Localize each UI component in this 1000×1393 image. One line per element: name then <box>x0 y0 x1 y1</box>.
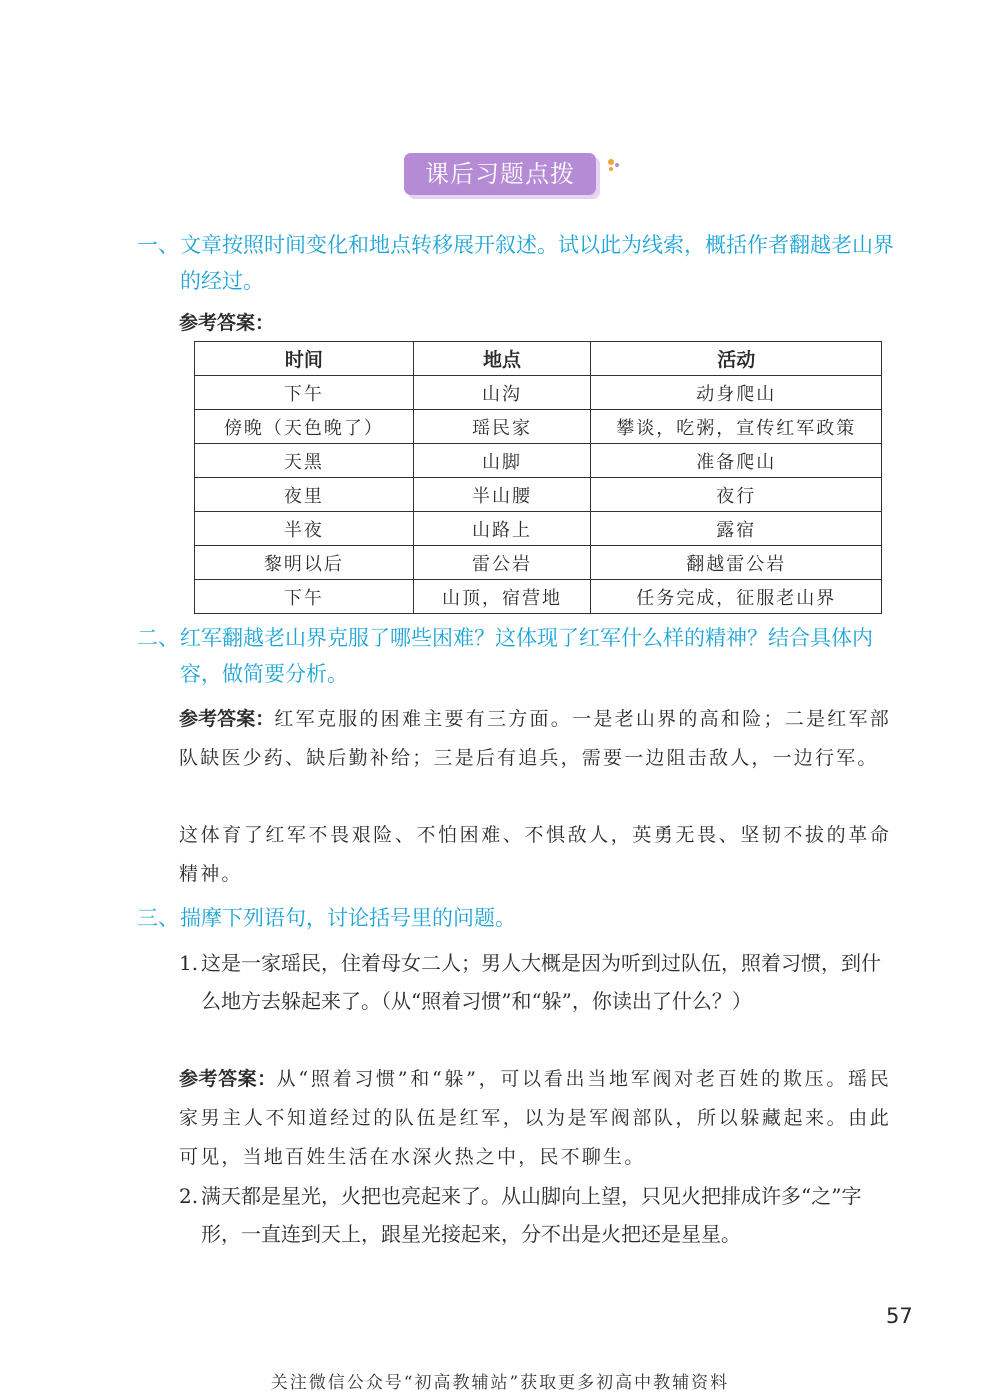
answer-3-1 <box>179 1060 891 1177</box>
answer-2-label: 参考答案： <box>179 708 275 730</box>
table-cell: 动身爬山 <box>591 376 882 410</box>
question-2-text: 红军翻越老山界克服了哪些困难？这体现了红军什么样的精神？结合具体内容，做简要分析。 <box>180 626 873 686</box>
table-cell: 天黑 <box>195 444 414 478</box>
item-2-text: 满天都是星光，火把也亮起来了。从山脚向上望，只见火把排成许多“之”字形，一直连到天上，跟星光接起来，分不出是火把还是星星。 <box>201 1184 862 1246</box>
item-1-text: 这是一家瑶民，住着母女二人；男人大概是因为听到过队伍，照着习惯，到什么地方去躲起来了。（从“照着习惯”和“躲”，你读出了什么？） <box>201 951 881 1013</box>
answer-2-text-2: 这体育了红军不畏艰险、不怕困难、不惧敌人，英勇无畏、坚韧不拔的革命精神。 <box>179 824 891 885</box>
table-cell: 雷公岩 <box>413 546 591 580</box>
decorative-dots-icon <box>602 155 622 175</box>
table-row <box>195 410 882 444</box>
section-title: 课后习题点拨 <box>404 153 596 195</box>
answer-3-1-text: 从“照着习惯”和“躲”，可以看出当地军阀对老百姓的欺压。瑶民家男主人不知道经过的队伍是红军，以为是军阀部队，所以躲藏起来。由此可见，当地百姓生活在水深火热之中，民不聊生。 <box>179 1068 891 1168</box>
question-3 <box>137 900 897 936</box>
table-cell: 山路上 <box>413 512 591 546</box>
question-1-text: 文章按照时间变化和地点转移展开叙述。试以此为线索，概括作者翻越老山界的经过。 <box>180 233 894 293</box>
table-row <box>195 444 882 478</box>
question-3-number: 三、 <box>137 906 179 930</box>
answer-2-text: 红军克服的困难主要有三方面。一是老山界的高和险；二是红军部队缺医少药、缺后勤补给；三是后有追兵，需要一边阻击敌人，一边行军。 <box>179 708 891 769</box>
table-header-cell: 时间 <box>195 342 414 376</box>
table-cell: 准备爬山 <box>591 444 882 478</box>
table-cell: 傍晚（天色晚了） <box>195 410 414 444</box>
table-cell: 攀谈，吃粥，宣传红军政策 <box>591 410 882 444</box>
question-1-number: 一、 <box>137 233 179 257</box>
table-cell: 露宿 <box>591 512 882 546</box>
question-2 <box>137 620 897 692</box>
question-3-item-2 <box>179 1177 891 1253</box>
page-number: 57 <box>886 1304 913 1328</box>
item-2-number: 2. <box>179 1184 199 1208</box>
question-2-number: 二、 <box>137 626 179 650</box>
table-row <box>195 580 882 614</box>
question-3-item-1 <box>179 944 891 1020</box>
table-cell: 山顶，宿营地 <box>413 580 591 614</box>
table-cell: 下午 <box>195 580 414 614</box>
table-cell: 下午 <box>195 376 414 410</box>
table-cell: 任务完成，征服老山界 <box>591 580 882 614</box>
table-row <box>195 546 882 580</box>
answer-2 <box>179 700 891 778</box>
answer-1-label: 参考答案： <box>179 312 275 334</box>
table-header-cell: 地点 <box>413 342 591 376</box>
table-cell: 黎明以后 <box>195 546 414 580</box>
item-1-number: 1. <box>179 951 199 975</box>
table-row <box>195 512 882 546</box>
answer-3-1-label: 参考答案： <box>179 1068 277 1090</box>
table-row <box>195 376 882 410</box>
table-row <box>195 478 882 512</box>
answer-table <box>194 341 882 614</box>
section-badge <box>404 153 596 195</box>
table-cell: 夜里 <box>195 478 414 512</box>
table-cell: 夜行 <box>591 478 882 512</box>
table-cell: 翻越雷公岩 <box>591 546 882 580</box>
table-header-cell: 活动 <box>591 342 882 376</box>
question-3-text: 揣摩下列语句，讨论括号里的问题。 <box>180 906 516 930</box>
table-cell: 山沟 <box>413 376 591 410</box>
footer-note: 关注微信公众号“初高教辅站”获取更多初高中教辅资料 <box>270 1373 730 1393</box>
table-header-row <box>195 342 882 376</box>
table-cell: 瑶民家 <box>413 410 591 444</box>
table-cell: 山脚 <box>413 444 591 478</box>
table-cell: 半山腰 <box>413 478 591 512</box>
question-1 <box>137 227 897 299</box>
table-cell: 半夜 <box>195 512 414 546</box>
